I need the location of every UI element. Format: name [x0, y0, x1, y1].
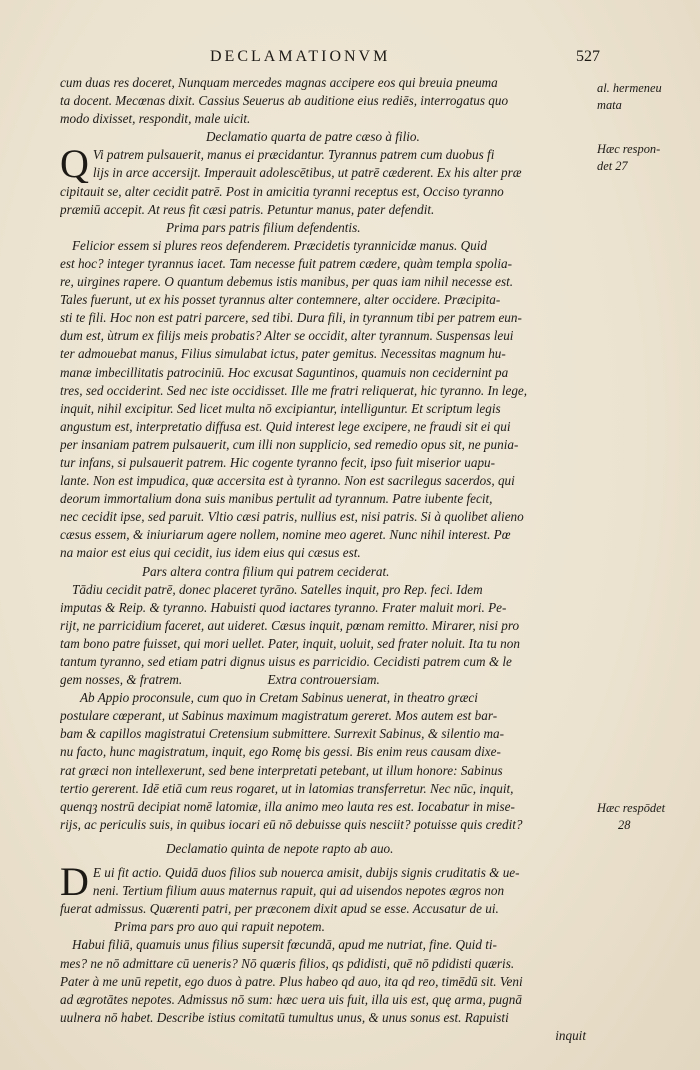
- text-line: ta docent. Mecœnas dixit. Cassius Seuerus ab auditione eius rediēs, interrogatus quo: [60, 93, 509, 109]
- text-line: nu facto, hunc magistratum, inquit, ego Romę bis gessi. Bis enim reus causam dixe-: [60, 744, 501, 760]
- marginal-note: Hæc respōdet: [597, 801, 666, 815]
- text-line: rijs, ac periculis suis, in quibus iocari eū nō debuisse quis nesciit? potuisse quis credit?: [60, 816, 523, 832]
- text-line: imputas & Reip. & tyranno. Habuisti quod iactares tyranno. Frater maluit mori. Pe-: [60, 599, 507, 615]
- section-heading: Pars altera contra filium qui patrem ceciderat.: [142, 563, 390, 579]
- drop-cap-paragraph: [60, 864, 594, 900]
- text-line: tam bono patre fuisset, qui mori uellet. Pater, inquit, uoluit, sed frater noluit. Ita tu non: [60, 635, 520, 651]
- drop-cap-paragraph: [60, 146, 594, 182]
- text-line: cæsus essem, & iniuriarum agere nollem, nomine meo ageret. Nunc nihil interest. Pœ: [60, 527, 511, 543]
- text-line: tres, sed occiderint. Sed nec iste occidisset. Ille me fratri reliquerat, hic tyranno. In lege,: [60, 382, 528, 398]
- running-header: [60, 48, 600, 70]
- text-line: angustum est, interpretatio diffusa est. Quid interest lege excipere, ne fraudi sit ei qui: [60, 418, 511, 434]
- text-line: tertio gererent. Idē etiā cum reus rogaret, ut in latomias transferretur. Nec nūc, inquit,: [60, 780, 514, 796]
- text-line: neni. Tertium filium auus maternus rapuit, qui ad uisendos nepotes ægros non: [92, 883, 505, 899]
- text-line: præmiū accepit. At reus fit cæsi patris. Petuntur manus, pater defendit.: [60, 201, 435, 217]
- text-line: deorum immortalium dona suis manibus pertulit ad tyrannum. Patre iubente fecit,: [60, 491, 493, 507]
- text-line: est hoc? integer tyrannus iacet. Tam necesse fuit patrem cædere, quàm templa spolia-: [60, 255, 512, 271]
- text-line: [60, 671, 594, 689]
- text-line: Ab Appio proconsule, cum quo in Cretam Sabinus uenerat, in theatro græci: [80, 690, 478, 706]
- text-line: postulare cœperant, ut Sabinus maximum magistratum gereret. Mos autem est bar-: [60, 708, 498, 724]
- text-line: ter admouebat manus, Filius simulabat ictus, pater gemitus. Necessitas magnum hu-: [60, 346, 506, 362]
- text-line: Tādiu cecidit patrē, donec placeret tyrāno. Satelles inquit, pro Rep. feci. Idem: [72, 581, 483, 597]
- text-line: nec cecidit ipse, sed paruit. Vltio cæsi patris, nullius est, nisi patris. Si à quolibet alieno: [60, 509, 524, 525]
- body-text: [60, 74, 594, 1045]
- text-line: uulnera nō habet. Describe istius comitatū tumultus unus, & unus sonus est. Rapuisti: [60, 1009, 509, 1025]
- text-line: sti te fili. Hoc non est patri parcere, sed tibi. Dura fili, in tyrannum tibi per patrem eun-: [60, 310, 522, 326]
- text-line: E ui fit actio. Quidā duos filios sub nouerca amisit, dubijs signis cruditatis & ue-: [92, 865, 520, 881]
- text-line: fuerat admissus. Quærenti patri, per præconem dixit apud se esse. Accusatur de ui.: [60, 901, 499, 917]
- section-heading: Declamatio quarta de patre cæso à filio.: [206, 129, 420, 145]
- text-line: rat græci non intellexerunt, sed bene interpretati petebant, ut illum honore: Sabinus: [60, 762, 503, 778]
- text-line: lijs in arce accersijt. Imperauit adolescētibus, ut patrē cæderent. Ex his alter præ: [92, 165, 522, 181]
- section-heading: Prima pars patris filium defendentis.: [166, 219, 361, 235]
- text-line: re, uirgines rapere. O quantum debemus istis manibus, per quas iam nihil necesse est.: [60, 274, 514, 290]
- marginal-note: al. hermeneu: [597, 81, 662, 95]
- text-line: rijt, ne parricidium faceret, aut uideret. Cæsus inquit, pœnam remitto. Mirarer, nisi pro: [60, 617, 520, 633]
- extra-controversiam-heading: Extra controuersiam.: [267, 672, 380, 688]
- marginal-note: mata: [597, 98, 622, 112]
- text-line: manæ imbecillitatis patrociniū. Hoc excusat Saguntinos, quamuis non cecidernint pa: [60, 364, 509, 380]
- text-line: modo dixisset, respondit, male uicit.: [60, 111, 251, 127]
- page-number: 527: [576, 48, 600, 65]
- section-heading: Prima pars pro auo qui rapuit nepotem.: [114, 919, 325, 935]
- text-line: inquit, nihil excipitur. Sed licet multa nō excipiantur, intelliguntur. Et scriptum legis: [60, 400, 501, 416]
- text-line: dum est, ùtrum ex filijs meis probatis? Alter se occidit, alter tyrannum. Suspensas leui: [60, 328, 514, 344]
- text-segment: gem nosses, & fratrem.: [60, 672, 183, 688]
- text-line: cum duas res doceret, Nunquam mercedes magnas accipere eos qui breuia pneuma: [60, 75, 498, 90]
- text-line: mes? ne nō admittare cū ueneris? Nō quæris filios, qs pdidisti, quē nō pdidisti quæris.: [60, 955, 515, 971]
- text-line: ad ægrotātes nepotes. Admissus nō sum: hæc uera uis fuit, illa uis est, quę arma, pugnā: [60, 991, 522, 1007]
- marginal-note: Hæc respon-: [597, 142, 661, 156]
- drop-cap: Q: [60, 146, 89, 183]
- marginal-note: det 27: [597, 159, 628, 173]
- text-line: Pater à me unū repetit, ego duos à patre. Plus habeo qd auo, ita qd reo, timēdū sit. Veni: [60, 973, 523, 989]
- section-heading: Declamatio quinta de nepote rapto ab auo.: [166, 840, 394, 856]
- marginal-note: 28: [618, 818, 631, 832]
- text-line: tur infans, si pulsauerit patrem. Hic cogente tyranno fecit, ipso fuit miserior uapu-: [60, 454, 496, 470]
- text-line: lante. Non est impudica, quæ accersita est à tyranno. Non est sacrilegus sacerdos, qui: [60, 473, 515, 489]
- text-line: quenqȝ nostrū decipiat nomē latomiæ, illa animo meo lauta res est. Iocabatur in mise-: [60, 798, 515, 814]
- text-line: bam & capillos magistratui Cretensium submittere. Surrexit Sabinus, & silentio ma-: [60, 726, 504, 742]
- text-line: per insaniam patrem pulsauerit, cum illi non supplicio, sed remedio opus sit, ne punia-: [60, 436, 519, 452]
- text-line: Vi patrem pulsauerit, manus ei præcidantur. Tyrannus patrem cum duobus fi: [92, 147, 495, 163]
- text-line: tantum tyranno, sed etiam patri dignus uisus es parricidio. Cecidisti patrem cum & le: [60, 654, 512, 669]
- text-line: Felicior essem si plures reos defenderem. Præcidetis tyrannicidæ manus. Quid: [72, 237, 487, 253]
- text-line: na maior est eius qui cecidit, ius idem eius qui cæsus est.: [60, 545, 361, 561]
- drop-cap: D: [60, 864, 89, 901]
- text-line: Tales fuerunt, ut ex his posset tyrannus alter contemnere, alter occidere. Præcipita-: [60, 292, 501, 308]
- text-line: Habui filiā, quamuis unus filius supersit fœcundā, apud me nutriat, fine. Quid ti-: [72, 937, 497, 953]
- catchword: inquit: [555, 1027, 586, 1043]
- text-line: cipitauit se, alter cecidit patrē. Post in amicitia tyranni receptus est, Occiso tyranno: [60, 183, 504, 199]
- running-title: DECLAMATIONVM: [210, 48, 391, 65]
